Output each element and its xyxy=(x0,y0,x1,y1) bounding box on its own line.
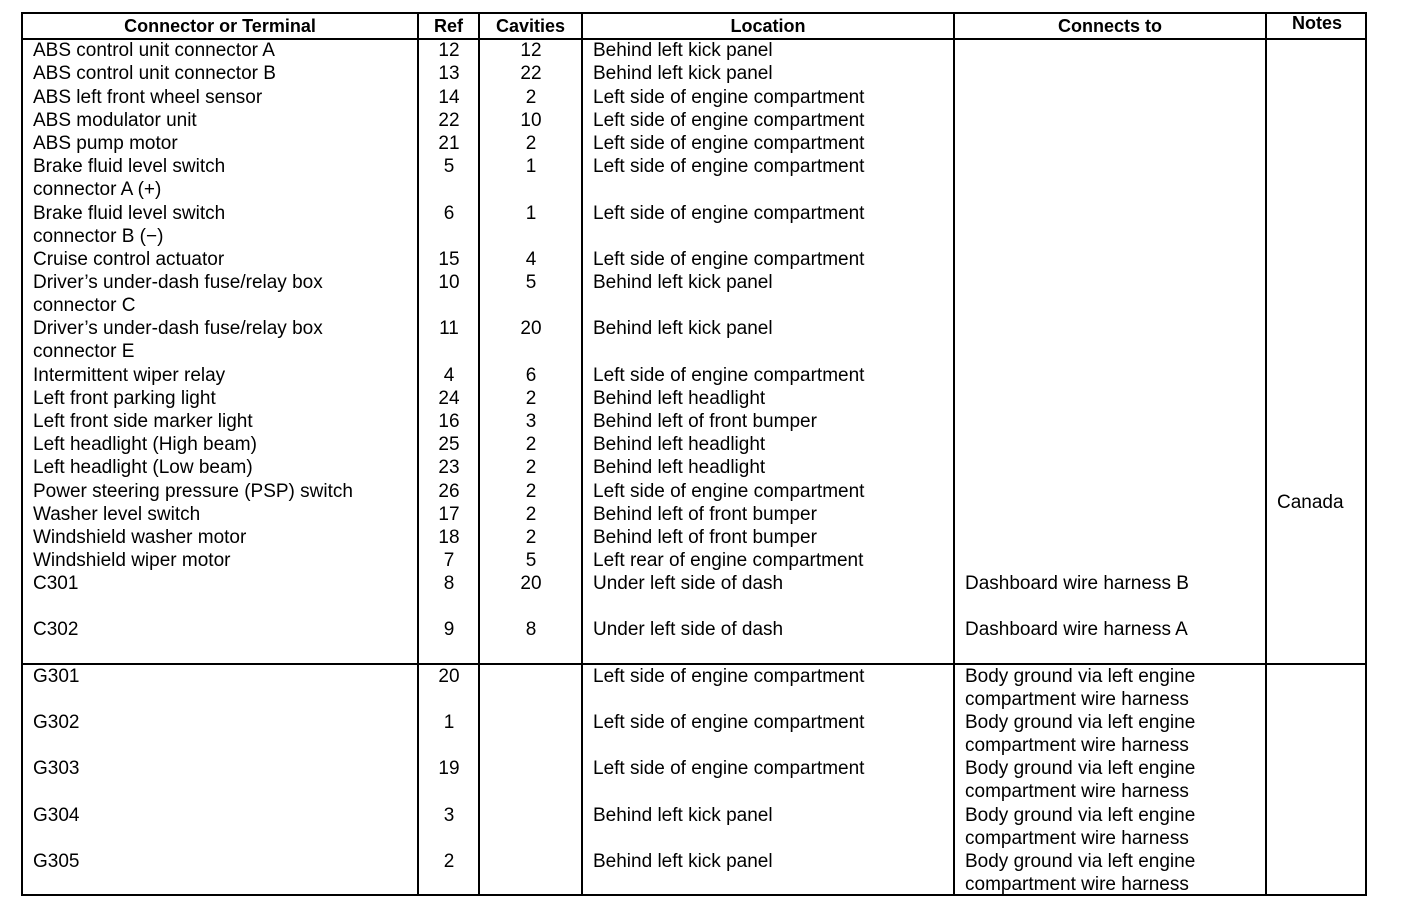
cell-cavities: 4 xyxy=(525,249,537,270)
header-notes: Notes xyxy=(1291,13,1342,33)
cell-cavities: 3 xyxy=(525,411,537,432)
cell-location: Left side of engine compartment xyxy=(593,481,865,502)
cell-connector: Left headlight (Low beam) xyxy=(33,457,253,478)
cell-ref: 19 xyxy=(438,758,460,779)
cell-location: Behind left of front bumper xyxy=(593,504,817,525)
cell-location: Behind left kick panel xyxy=(593,318,773,339)
cell-connector: ABS control unit connector A xyxy=(33,40,275,61)
cell-cavities: 2 xyxy=(525,434,537,455)
cell-connector: G304 xyxy=(33,805,80,826)
cell-cavities: 5 xyxy=(525,550,537,571)
cell-ref: 1 xyxy=(443,712,455,733)
cell-cavities: 2 xyxy=(525,504,537,525)
cell-connector: Washer level switch xyxy=(33,504,201,525)
cell-ref: 17 xyxy=(438,504,460,525)
cell-location: Left rear of engine compartment xyxy=(593,550,864,571)
cell-cavities: 20 xyxy=(520,318,542,339)
cell-connector: Brake fluid level switch connector A (+) xyxy=(33,156,226,201)
cell-ref: 21 xyxy=(438,133,460,154)
cell-location: Left side of engine compartment xyxy=(593,666,865,687)
cell-ref: 22 xyxy=(438,110,460,131)
cell-ref: 3 xyxy=(443,805,455,826)
cell-cavities: 10 xyxy=(520,110,542,131)
connector-table xyxy=(21,12,1367,896)
cell-cavities: 6 xyxy=(525,365,537,386)
cell-ref: 25 xyxy=(438,434,460,455)
cell-location: Left side of engine compartment xyxy=(593,87,865,108)
cell-connects-to: Body ground via left engine compartment wire harness xyxy=(965,712,1196,757)
cell-connects-to: Dashboard wire harness B xyxy=(965,573,1189,594)
cell-cavities: 2 xyxy=(525,457,537,478)
header-connects-to: Connects to xyxy=(1057,16,1162,36)
cell-ref: 8 xyxy=(443,573,455,594)
cell-connector: Brake fluid level switch connector B (−) xyxy=(33,203,226,248)
cell-ref: 24 xyxy=(438,388,460,409)
cell-ref: 11 xyxy=(439,318,459,339)
column-divider xyxy=(1265,14,1267,894)
cell-ref: 7 xyxy=(443,550,455,571)
cell-ref: 13 xyxy=(438,63,460,84)
cell-connector: Windshield wiper motor xyxy=(33,550,231,571)
cell-connector: C302 xyxy=(33,619,79,640)
cell-ref: 9 xyxy=(443,619,455,640)
cell-connector: Power steering pressure (PSP) switch xyxy=(33,481,353,502)
cell-notes: Canada xyxy=(1277,492,1344,513)
cell-location: Left side of engine compartment xyxy=(593,758,865,779)
cell-connector: ABS pump motor xyxy=(33,133,178,154)
cell-connector: Driver’s under-dash fuse/relay box connector C xyxy=(33,272,323,317)
cell-cavities: 1 xyxy=(525,203,537,224)
cell-connector: Windshield washer motor xyxy=(33,527,247,548)
cell-ref: 18 xyxy=(438,527,460,548)
cell-location: Left side of engine compartment xyxy=(593,133,865,154)
cell-connects-to: Dashboard wire harness A xyxy=(965,619,1188,640)
cell-connector: ABS control unit connector B xyxy=(33,63,276,84)
cell-connector: G302 xyxy=(33,712,80,733)
cell-location: Left side of engine compartment xyxy=(593,110,865,131)
cell-cavities: 5 xyxy=(525,272,537,293)
cell-location: Left side of engine compartment xyxy=(593,203,865,224)
cell-ref: 5 xyxy=(443,156,455,177)
cell-ref: 23 xyxy=(438,457,460,478)
header-cavities: Cavities xyxy=(495,16,566,36)
cell-location: Under left side of dash xyxy=(593,619,784,640)
cell-connects-to: Body ground via left engine compartment wire harness xyxy=(965,805,1196,850)
cell-location: Behind left headlight xyxy=(593,457,766,478)
cell-location: Behind left kick panel xyxy=(593,805,773,826)
cell-cavities: 12 xyxy=(520,40,542,61)
cell-location: Behind left kick panel xyxy=(593,63,773,84)
cell-connector: G303 xyxy=(33,758,80,779)
cell-cavities: 2 xyxy=(525,87,537,108)
cell-location: Behind left kick panel xyxy=(593,851,773,872)
cell-connector: Driver’s under-dash fuse/relay box connector E xyxy=(33,318,323,363)
cell-location: Left side of engine compartment xyxy=(593,156,865,177)
cell-ref: 26 xyxy=(438,481,460,502)
cell-connector: G301 xyxy=(33,666,80,687)
cell-connector: Cruise control actuator xyxy=(33,249,225,270)
cell-location: Behind left kick panel xyxy=(593,40,773,61)
cell-cavities: 8 xyxy=(525,619,537,640)
cell-cavities: 2 xyxy=(525,133,537,154)
cell-connector: ABS left front wheel sensor xyxy=(33,87,263,108)
cell-ref: 6 xyxy=(443,203,455,224)
cell-location: Left side of engine compartment xyxy=(593,365,865,386)
cell-location: Behind left headlight xyxy=(593,388,766,409)
cell-connector: Left headlight (High beam) xyxy=(33,434,257,455)
cell-connector: G305 xyxy=(33,851,80,872)
cell-cavities: 1 xyxy=(525,156,537,177)
cell-location: Behind left kick panel xyxy=(593,272,773,293)
header-location: Location xyxy=(730,16,806,36)
cell-location: Behind left headlight xyxy=(593,434,766,455)
cell-connector: C301 xyxy=(33,573,79,594)
cell-ref: 20 xyxy=(438,666,460,687)
cell-ref: 10 xyxy=(438,272,460,293)
cell-location: Left side of engine compartment xyxy=(593,249,865,270)
cell-cavities: 20 xyxy=(520,573,542,594)
cell-connector: Left front parking light xyxy=(33,388,216,409)
cell-location: Behind left of front bumper xyxy=(593,411,817,432)
cell-location: Left side of engine compartment xyxy=(593,712,865,733)
header-connector: Connector or Terminal xyxy=(124,16,316,36)
cell-connector: Intermittent wiper relay xyxy=(33,365,226,386)
cell-location: Under left side of dash xyxy=(593,573,784,594)
cell-connects-to: Body ground via left engine compartment wire harness xyxy=(965,851,1196,896)
cell-ref: 4 xyxy=(443,365,455,386)
cell-ref: 14 xyxy=(438,87,460,108)
cell-ref: 12 xyxy=(438,40,460,61)
cell-ref: 2 xyxy=(443,851,455,872)
cell-connector: ABS modulator unit xyxy=(33,110,197,131)
cell-ref: 15 xyxy=(438,249,460,270)
cell-location: Behind left of front bumper xyxy=(593,527,817,548)
cell-connects-to: Body ground via left engine compartment wire harness xyxy=(965,758,1196,803)
cell-cavities: 2 xyxy=(525,481,537,502)
cell-cavities: 2 xyxy=(525,527,537,548)
column-divider xyxy=(581,14,583,894)
cell-cavities: 2 xyxy=(525,388,537,409)
header-ref: Ref xyxy=(433,16,463,36)
cell-connects-to: Body ground via left engine compartment wire harness xyxy=(965,666,1196,711)
cell-connector: Left front side marker light xyxy=(33,411,253,432)
cell-ref: 16 xyxy=(438,411,460,432)
cell-cavities: 22 xyxy=(520,63,542,84)
